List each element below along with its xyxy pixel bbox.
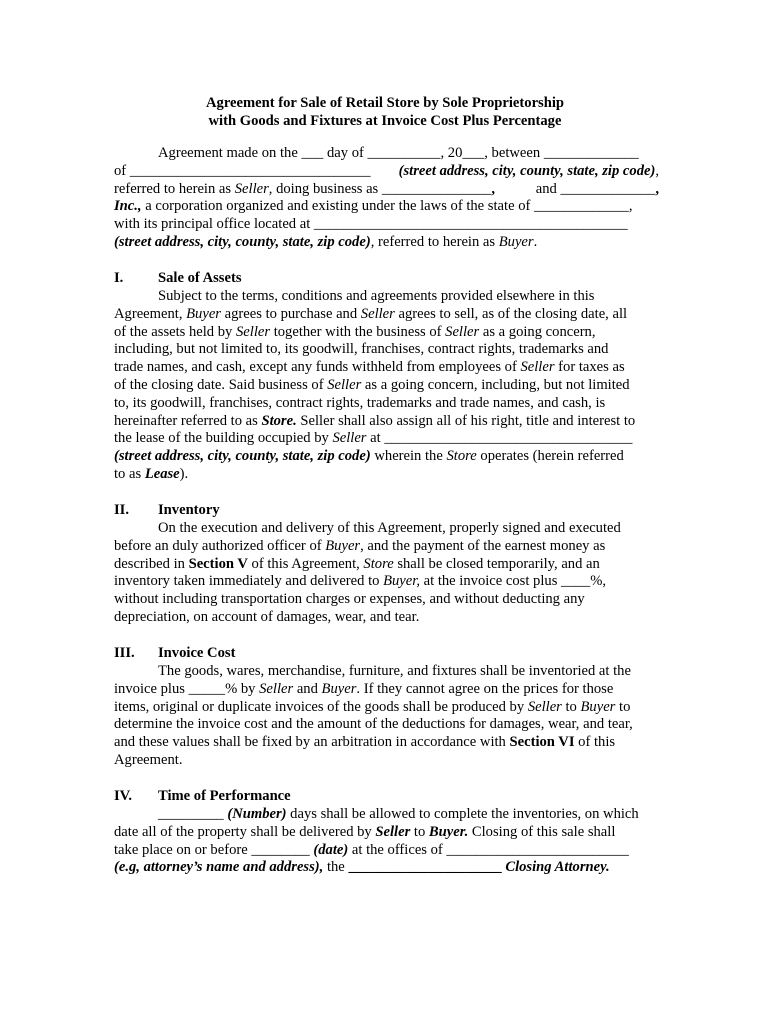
intro-paragraph bbox=[114, 145, 659, 252]
section-2-heading: II. Inventory bbox=[114, 502, 220, 518]
section-3-heading: III. Invoice Cost bbox=[114, 645, 236, 661]
intro-line-2: of _________________________________ (street address, city, county, state, zip code), bbox=[114, 162, 659, 179]
intro-line-3: referred to herein as Seller, doing business as _______________, and _____________, bbox=[114, 180, 659, 197]
document-title bbox=[0, 94, 770, 130]
intro-line-6: (street address, city, county, state, zip code), referred to herein as Buyer. bbox=[114, 233, 538, 250]
intro-line-5: with its principal office located at ___________________________________________ bbox=[114, 216, 628, 233]
section-3-body: The goods, wares, merchandise, furniture, and fixtures shall be inventoried at the invoice plus _____% by Seller and Buyer. If they cannot agree on the prices for those items, original or duplicate invoices of the goods shall be produced by Seller to Buyer to determine the invoice cost and the amount of the deductions for damages, wear, and tear, and these values shall be fixed by an arbitration in accordance with Section VI of this Agreement. bbox=[114, 663, 633, 768]
section-1-body: Subject to the terms, conditions and agreements provided elsewhere in this Agreement, Buyer agrees to purchase and Seller agrees to sell, as of the closing date, all of the assets held by Seller together with the business of Seller as a going concern, including, but not limited to, its goodwill, franchises, contract rights, trademarks and trade names, and cash, except any funds withheld from employees of Seller for taxes as of the closing date. Said business of Seller as a going concern, including, but not limited to, its goodwill, franchises, contract rights, trademarks and trade names, and cash, is hereinafter referred to as Store. Seller shall also assign all of his right, title and interest to the lease of the building occupied by Seller at __________________________________ (street address, city, county, state, zip code) wherein the Store operates (herein referred to as Lease). bbox=[114, 288, 636, 482]
section-4-body: _________ (Number) days shall be allowed to complete the inventories, on which date all of the property shall be delivered by Seller to Buyer. Closing of this sale shall take place on or before ________ (date) at the offices of _________________________ (e.g, attorney’s name and address), the _____________________ Closing Attorney. bbox=[114, 806, 639, 876]
title-line-1: Agreement for Sale of Retail Store by Sole Proprietorship bbox=[205, 95, 565, 111]
section-2-body: On the execution and delivery of this Agreement, properly signed and executed before an duly authorized officer of Buyer, and the payment of the earnest money as described in Section V of this Agreement, Store shall be closed temporarily, and an inventory taken immediately and delivered to Buyer, at the invoice cost plus ____%, without including transportation charges or expenses, and without deducting any depreciation, on account of damages, wear, and tear. bbox=[114, 520, 621, 625]
intro-line-1: Agreement made on the ___ day of __________, 20___, between _____________ bbox=[158, 145, 639, 161]
intro-line-4: Inc., a corporation organized and existing under the laws of the state of _____________, bbox=[114, 198, 633, 215]
section-4-heading: IV. Time of Performance bbox=[114, 788, 291, 804]
section-1-heading: I. Sale of Assets bbox=[114, 270, 242, 286]
title-line-2: with Goods and Fixtures at Invoice Cost Plus Percentage bbox=[208, 113, 562, 129]
